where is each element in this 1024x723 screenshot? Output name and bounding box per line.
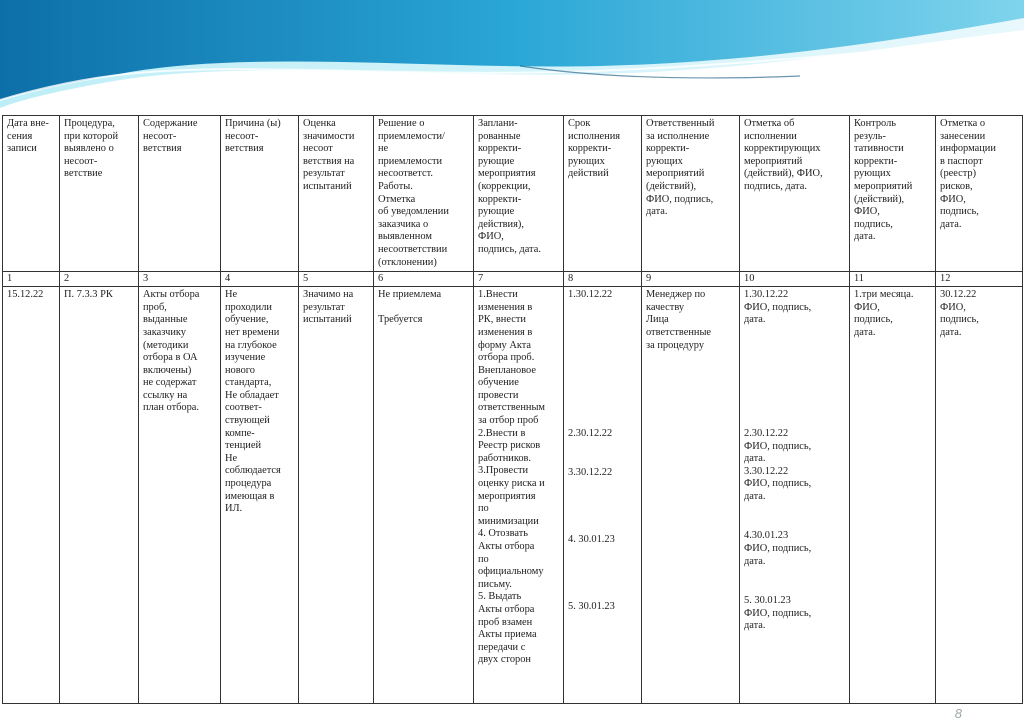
action-5: 5. Выдать Акты отбора проб взамен Акты приема передачи с двух сторон bbox=[478, 591, 537, 666]
risk-register-mark: 30.12.22 ФИО, подпись, дата. bbox=[936, 287, 1023, 704]
deadline-3: 3.30.12.22 bbox=[568, 467, 613, 479]
column-number: 4 bbox=[221, 272, 299, 287]
column-number: 3 bbox=[139, 272, 221, 287]
column-number: 12 bbox=[936, 272, 1023, 287]
header-cell: Решение о приемлемости/ не приемлемости несоответст. Работы. Отметка об уведомлении заказчика о выявленном несоответствии (отклонении) bbox=[374, 116, 474, 272]
header-cell: Отметка о занесении информации в паспорт (реестр) рисков, ФИО, подпись, дата. bbox=[936, 116, 1023, 272]
action-2: 2.Внести в Реестр рисков работников. bbox=[478, 427, 541, 464]
nonconformity-cause: Не проходили обучение, нет времени на глубокое изучение нового стандарта, Не обладает соответ- ствующей компе- тенцией Не соблюдается процедура имеющая в ИЛ. bbox=[221, 287, 299, 704]
execution-mark-2: 2.30.12.22 ФИО, подпись, дата. bbox=[744, 427, 812, 465]
header-cell: Заплани- рованные корректи- рующие мероприятия (коррекции, корректи- рующие действия), ФИО, подпись, дата. bbox=[474, 116, 564, 272]
column-number: 1 bbox=[3, 272, 60, 287]
column-number: 11 bbox=[850, 272, 936, 287]
effectiveness-control: 1.три месяца. ФИО, подпись, дата. bbox=[850, 287, 936, 704]
responsible-person: Менеджер по качеству Лица ответственные за процедуру bbox=[642, 287, 740, 704]
execution-mark bbox=[740, 287, 850, 704]
deadline-2: 2.30.12.22 bbox=[568, 427, 613, 439]
header-cell: Процедура, при которой выявлено о несоот- ветствие bbox=[60, 116, 139, 272]
header-cell: Дата вне- сения записи bbox=[3, 116, 60, 272]
header-cell: Оценка значимости несоот ветствия на результат испытаний bbox=[299, 116, 374, 272]
column-number: 8 bbox=[564, 272, 642, 287]
decision-text: Не приемлема bbox=[378, 289, 442, 301]
column-number-row bbox=[3, 272, 1023, 287]
action-1: 1.Внести изменения в РК, внести изменения в форму Акта отбора проб. Внеплановое обучение провести ответственным за отбор проб bbox=[478, 289, 546, 427]
header-cell: Причина (ы) несоот- ветствия bbox=[221, 116, 299, 272]
action-3: 3.Провести оценку риска и мероприятия по минимизации bbox=[478, 465, 545, 527]
execution-mark-5: 5. 30.01.23 ФИО, подпись, дата. bbox=[744, 595, 812, 632]
header-cell: Отметка об исполнении корректирующих мероприятий (действий), ФИО, подпись, дата. bbox=[740, 116, 850, 272]
nonconformity-register-table bbox=[2, 115, 1023, 704]
action-4: 4. Отозвать Акты отбора по официальному письму. bbox=[478, 528, 544, 590]
acceptability-decision bbox=[374, 287, 474, 704]
table-row bbox=[3, 287, 1023, 704]
deadline-1: 1.30.12.22 bbox=[568, 289, 613, 301]
nonconformity-content: Акты отбора проб, выданные заказчику (методики отбора в ОА включены) не содержат ссылку на план отбора. bbox=[139, 287, 221, 704]
header-cell: Содержание несоот- ветствия bbox=[139, 116, 221, 272]
execution-mark-1: 1.30.12.22 ФИО, подпись, дата. bbox=[744, 289, 812, 326]
procedure: П. 7.3.3 РК bbox=[60, 287, 139, 704]
header-cell: Контроль резуль- тативности корректи- рующих мероприятий (действий), ФИО, подпись, дата. bbox=[850, 116, 936, 272]
column-number: 7 bbox=[474, 272, 564, 287]
column-number: 5 bbox=[299, 272, 374, 287]
column-number: 10 bbox=[740, 272, 850, 287]
deadline-4: 4. 30.01.23 bbox=[568, 533, 615, 545]
entry-date: 15.12.22 bbox=[3, 287, 60, 704]
column-number: 9 bbox=[642, 272, 740, 287]
page-number: 8 bbox=[954, 706, 962, 721]
action-deadlines bbox=[564, 287, 642, 704]
header-cell: Ответственный за исполнение корректи- рующих мероприятий (действий), ФИО, подпись, дата. bbox=[642, 116, 740, 272]
significance-assessment: Значимо на результат испытаний bbox=[299, 287, 374, 704]
column-number: 6 bbox=[374, 272, 474, 287]
notification-text: Требуется bbox=[378, 313, 423, 325]
execution-mark-3: 3.30.12.22 ФИО, подпись, дата. bbox=[744, 465, 812, 502]
corrective-actions bbox=[474, 287, 564, 704]
header-wave-decoration bbox=[0, 0, 1024, 115]
header-row bbox=[3, 116, 1023, 272]
execution-mark-4: 4.30.01.23 ФИО, подпись, дата. bbox=[744, 530, 812, 567]
header-cell: Срок исполнения корректи- рующих действий bbox=[564, 116, 642, 272]
column-number: 2 bbox=[60, 272, 139, 287]
deadline-5: 5. 30.01.23 bbox=[568, 600, 615, 612]
